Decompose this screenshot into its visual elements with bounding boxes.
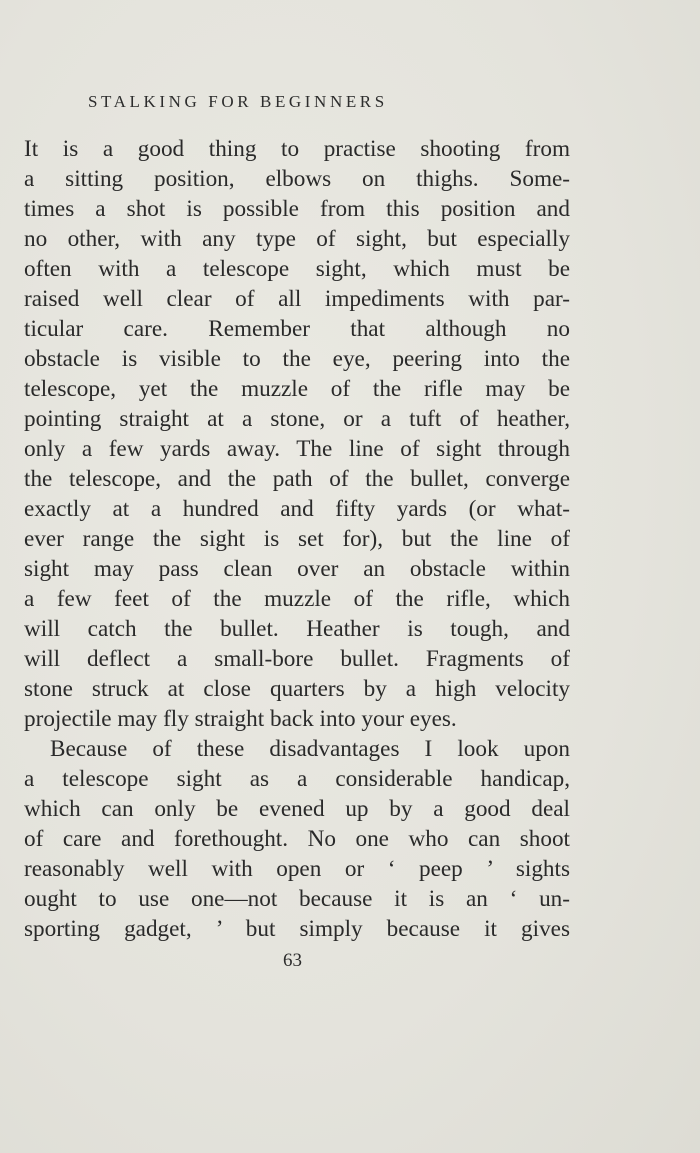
- text-line: will catch the bullet. Heather is tough, and: [24, 616, 570, 642]
- text-line: exactly at a hundred and fifty yards (or what-: [24, 496, 570, 522]
- text-line: which can only be evened up by a good deal: [24, 796, 570, 822]
- text-line: sporting gadget, ’ but simply because it gives: [24, 916, 570, 942]
- text-line: raised well clear of all impediments with par-: [24, 286, 570, 312]
- text-line: no other, with any type of sight, but especially: [24, 226, 570, 252]
- text-line: It is a good thing to practise shooting from: [24, 136, 570, 162]
- text-line: of care and forethought. No one who can shoot: [24, 826, 570, 852]
- text-line: pointing straight at a stone, or a tuft of heather,: [24, 406, 570, 432]
- text-line: often with a telescope sight, which must be: [24, 256, 570, 282]
- text-line: ever range the sight is set for), but the line of: [24, 526, 570, 552]
- body-text: [24, 134, 570, 944]
- text-line: Because of these disadvantages I look upon: [50, 736, 570, 762]
- running-head: STALKING FOR BEGINNERS: [88, 92, 388, 111]
- text-line: times a shot is possible from this position and: [24, 196, 570, 222]
- text-line: only a few yards away. The line of sight through: [24, 436, 570, 462]
- text-line: ticular care. Remember that although no: [24, 316, 570, 342]
- text-line: will deflect a small-bore bullet. Fragments of: [24, 646, 570, 672]
- text-line: obstacle is visible to the eye, peering into the: [24, 346, 570, 372]
- text-line: projectile may fly straight back into your eyes.: [24, 706, 457, 732]
- text-line: the telescope, and the path of the bullet, converge: [24, 466, 570, 492]
- text-line: reasonably well with open or ‘ peep ’ sights: [24, 856, 570, 882]
- text-line: sight may pass clean over an obstacle within: [24, 556, 570, 582]
- text-line: a telescope sight as a considerable handicap,: [24, 766, 570, 792]
- text-line: a sitting position, elbows on thighs. Some-: [24, 166, 570, 192]
- text-line: ought to use one—not because it is an ‘ un-: [24, 886, 570, 912]
- page-number: 63: [283, 950, 302, 971]
- text-line: stone struck at close quarters by a high velocity: [24, 676, 570, 702]
- text-line: a few feet of the muzzle of the rifle, which: [24, 586, 570, 612]
- text-line: telescope, yet the muzzle of the rifle may be: [24, 376, 570, 402]
